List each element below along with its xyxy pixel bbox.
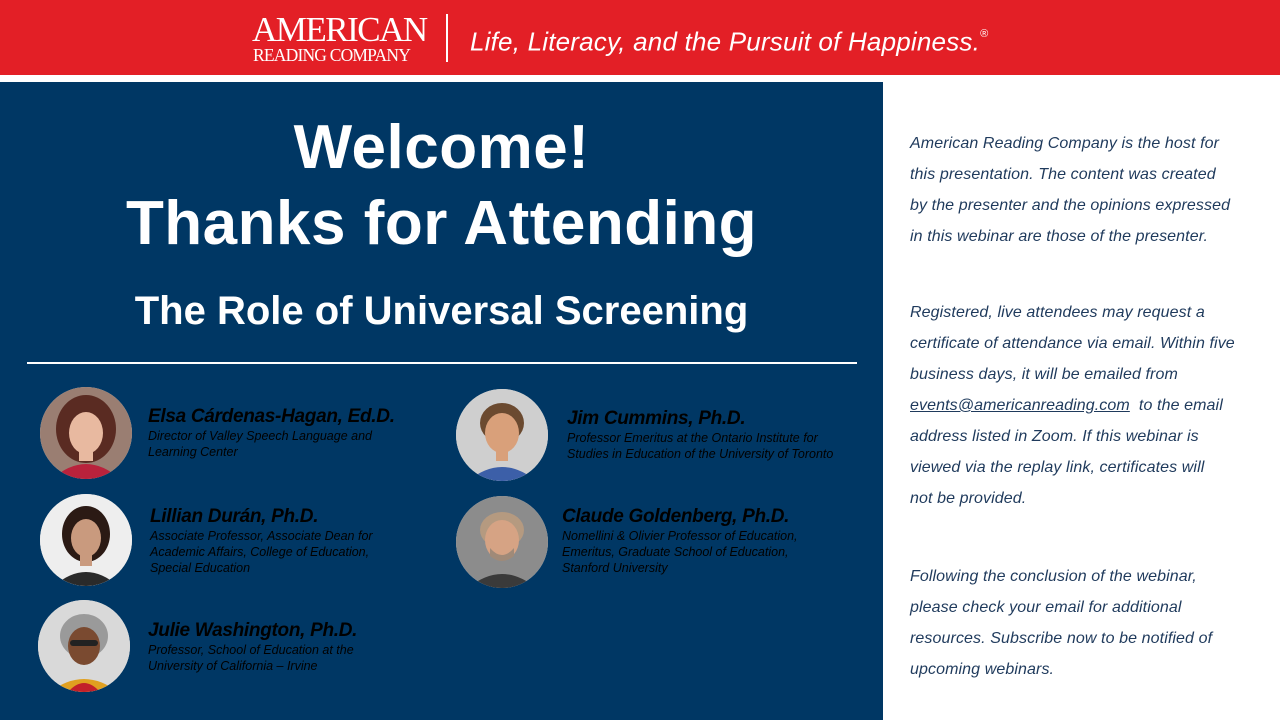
follow-up-line: please check your email for additional (910, 599, 1182, 616)
follow-up-line: Following the conclusion of the webinar, (910, 568, 1197, 585)
follow-up-info (910, 561, 1270, 685)
speaker-role-line: Associate Professor, Associate Dean for (150, 529, 373, 543)
speaker-role-line: Academic Affairs, College of Education, (150, 545, 370, 559)
speaker-role (562, 528, 798, 576)
speaker-info (567, 408, 833, 462)
disclaimer-line: by the presenter and the opinions expressed (910, 197, 1231, 214)
brand-header-bar (0, 0, 1280, 75)
certificate-line: business days, it will be emailed from (910, 366, 1178, 383)
speaker-photo-washington (38, 600, 130, 692)
speaker-role (150, 528, 373, 576)
speaker-info (148, 620, 357, 674)
thanks-line: Thanks for Attending (125, 189, 758, 258)
registered-mark: ® (980, 28, 989, 40)
speaker-role-line: Professor, School of Education at the (148, 643, 354, 657)
brand-tagline (470, 20, 988, 56)
speaker-info (150, 506, 373, 576)
speaker-role-line: Director of Valley Speech Language and (148, 429, 372, 443)
follow-up-line: upcoming webinars. (910, 661, 1055, 678)
speaker-role-line: Special Education (150, 561, 251, 575)
disclaimer-line: this presentation. The content was created (910, 166, 1216, 183)
speaker-photo-cummins (456, 389, 548, 481)
speaker-name: Claude Goldenberg, Ph.D. (562, 506, 790, 527)
speaker-role-line: Learning Center (148, 445, 238, 459)
speaker-role-line: Emeritus, Graduate School of Education, (562, 545, 789, 559)
speaker-info (562, 506, 798, 576)
certificate-line-tail: to the email (1129, 397, 1223, 414)
disclaimer-panel (883, 82, 1280, 720)
speaker-info (148, 406, 395, 460)
speaker-photo-cardenas-hagan (40, 387, 132, 479)
follow-up-line: resources. Subscribe now to be notified of (910, 630, 1213, 647)
certificate-line: Registered, live attendees may request a (910, 304, 1205, 321)
certificate-info (910, 297, 1270, 514)
webinar-title: The Role of Universal Screening (134, 289, 749, 333)
speaker-role (567, 430, 833, 462)
certificate-line: viewed via the replay link, certificates will (910, 459, 1205, 476)
american-reading-company-logo (252, 12, 428, 64)
speaker-photo-duran (40, 494, 132, 586)
host-disclaimer (910, 128, 1270, 252)
speaker-role-line: University of California – Irvine (148, 659, 318, 673)
speaker-role-line: Studies in Education of the University of Toronto (567, 447, 834, 461)
certificate-line: not be provided. (910, 490, 1027, 507)
speaker-role (148, 428, 395, 460)
certificate-line: certificate of attendance via email. Within five (910, 335, 1235, 352)
certificate-email-line (910, 390, 1270, 421)
speaker-name: Julie Washington, Ph.D. (148, 620, 358, 641)
speaker-role-line: Nomellini & Olivier Professor of Education, (562, 529, 798, 543)
disclaimer-line: American Reading Company is the host for (910, 135, 1220, 152)
logo-text-reading-company: READING COMPANY (253, 45, 411, 65)
disclaimer-line: in this webinar are those of the presenter. (910, 228, 1209, 245)
slide-main-panel (0, 82, 883, 720)
welcome-line: Welcome! (293, 113, 590, 182)
title-divider (27, 362, 857, 364)
certificate-line: address listed in Zoom. If this webinar is (910, 428, 1199, 445)
speaker-name: Jim Cummins, Ph.D. (567, 408, 746, 429)
speaker-name: Lillian Durán, Ph.D. (150, 506, 319, 527)
speaker-photo-goldenberg (456, 496, 548, 588)
speaker-role-line: Stanford University (562, 561, 668, 575)
speaker-name: Elsa Cárdenas-Hagan, Ed.D. (148, 406, 395, 427)
speaker-role (148, 642, 357, 674)
tagline-text: Life, Literacy, and the Pursuit of Happiness. (470, 26, 981, 57)
speaker-role-line: Professor Emeritus at the Ontario Institute for (567, 431, 818, 445)
welcome-heading (0, 110, 883, 262)
logo-text-american: AMERICAN (252, 10, 427, 49)
events-email-link[interactable]: events@americanreading.com (910, 397, 1130, 414)
header-divider (446, 14, 448, 62)
